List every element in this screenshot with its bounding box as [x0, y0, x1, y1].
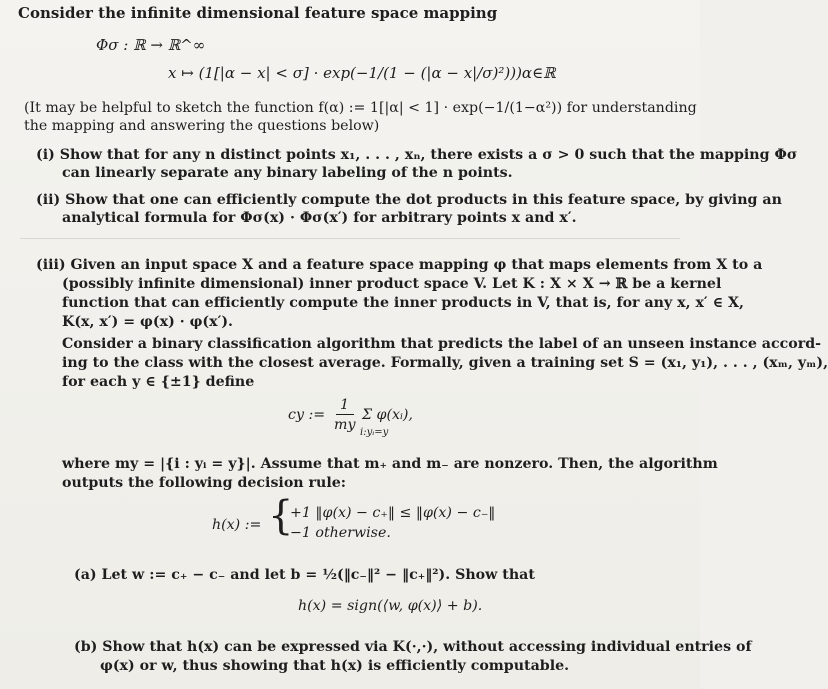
question-b-line-1: (b) Show that h(x) can be expressed via K(·,·), without accessing individual entries of [74, 639, 752, 655]
question-a-line-1: (a) Let w := c₊ − c₋ and let b = ½(‖c₋‖² − ‖c₊‖²). Show that [74, 567, 535, 583]
question-iii-line-2: (possibly infinite dimensional) inner product space V. Let K : X × X → ℝ be a kernel [62, 276, 722, 292]
question-a-formula: h(x) = sign(⟨w, φ(x)⟩ + b). [298, 598, 483, 614]
question-ii-line-1: (ii) Show that one can efficiently compute the dot products in this feature space, by giving an [36, 192, 782, 208]
question-ii-line-2: analytical formula for Φσ(x) · Φσ(x′) for arbitrary points x and x′. [62, 210, 577, 226]
question-i-line-1: (i) Show that for any n distinct points x₁, . . . , xₙ, there exists a σ > 0 such that the mapping Φσ [36, 147, 798, 163]
section-divider [20, 238, 680, 239]
decision-rule-case-2: −1 otherwise. [290, 525, 391, 541]
question-iii-line-8: where my = |{i : yᵢ = y}|. Assume that m₊ and m₋ are nonzero. Then, the algorithm [62, 456, 718, 472]
question-iii-line-7: for each y ∈ {±1} define [62, 374, 255, 390]
question-iii-line-4: K(x, x′) = φ(x) · φ(x′). [62, 314, 233, 330]
cy-sum-subscript: i:yᵢ=y [360, 427, 389, 438]
cy-sum: Σ φ(xᵢ), [362, 407, 413, 423]
question-iii-line-9: outputs the following decision rule: [62, 475, 346, 491]
hint-line-1: (It may be helpful to sketch the function f(α) := 1[|α| < 1] · exp(−1/(1−α²)) for understanding [24, 100, 697, 116]
question-iii-line-3: function that can efficiently compute the inner products in V, that is, for any x, x′ ∈ X, [62, 295, 744, 311]
question-i-line-2: can linearly separate any binary labeling of the n points. [62, 165, 513, 181]
question-b-line-2: φ(x) or w, thus showing that h(x) is efficiently computable. [100, 658, 570, 674]
decision-rule-case-1: +1 ‖φ(x) − c₊‖ ≤ ‖φ(x) − c₋‖ [290, 505, 496, 521]
question-iii-line-5: Consider a binary classification algorithm that predicts the label of an unseen instance accord- [62, 336, 822, 352]
mapping-formula: x ↦ (1[|α − x| < σ] · exp(−1/(1 − (|α − x|/σ)²)))α∈ℝ [168, 64, 556, 82]
cy-denominator: my [334, 417, 356, 433]
cy-lhs: cy := [288, 407, 326, 423]
question-iii-line-6: ing to the class with the closest average. Formally, given a training set S = (x₁, y₁), . . . , (xₘ, yₘ), [62, 355, 828, 371]
fraction-bar [336, 414, 354, 415]
decision-rule-lhs: h(x) := [212, 517, 262, 533]
mapping-definition: Φσ : ℝ → ℝ^∞ [96, 36, 206, 54]
hint-line-2: the mapping and answering the questions below) [24, 118, 380, 134]
left-brace: { [268, 493, 294, 539]
problem-intro: Consider the infinite dimensional feature space mapping [18, 4, 498, 22]
cy-numerator: 1 [340, 397, 350, 413]
question-iii-line-1: (iii) Given an input space X and a feature space mapping φ that maps elements from X to a [36, 257, 763, 273]
